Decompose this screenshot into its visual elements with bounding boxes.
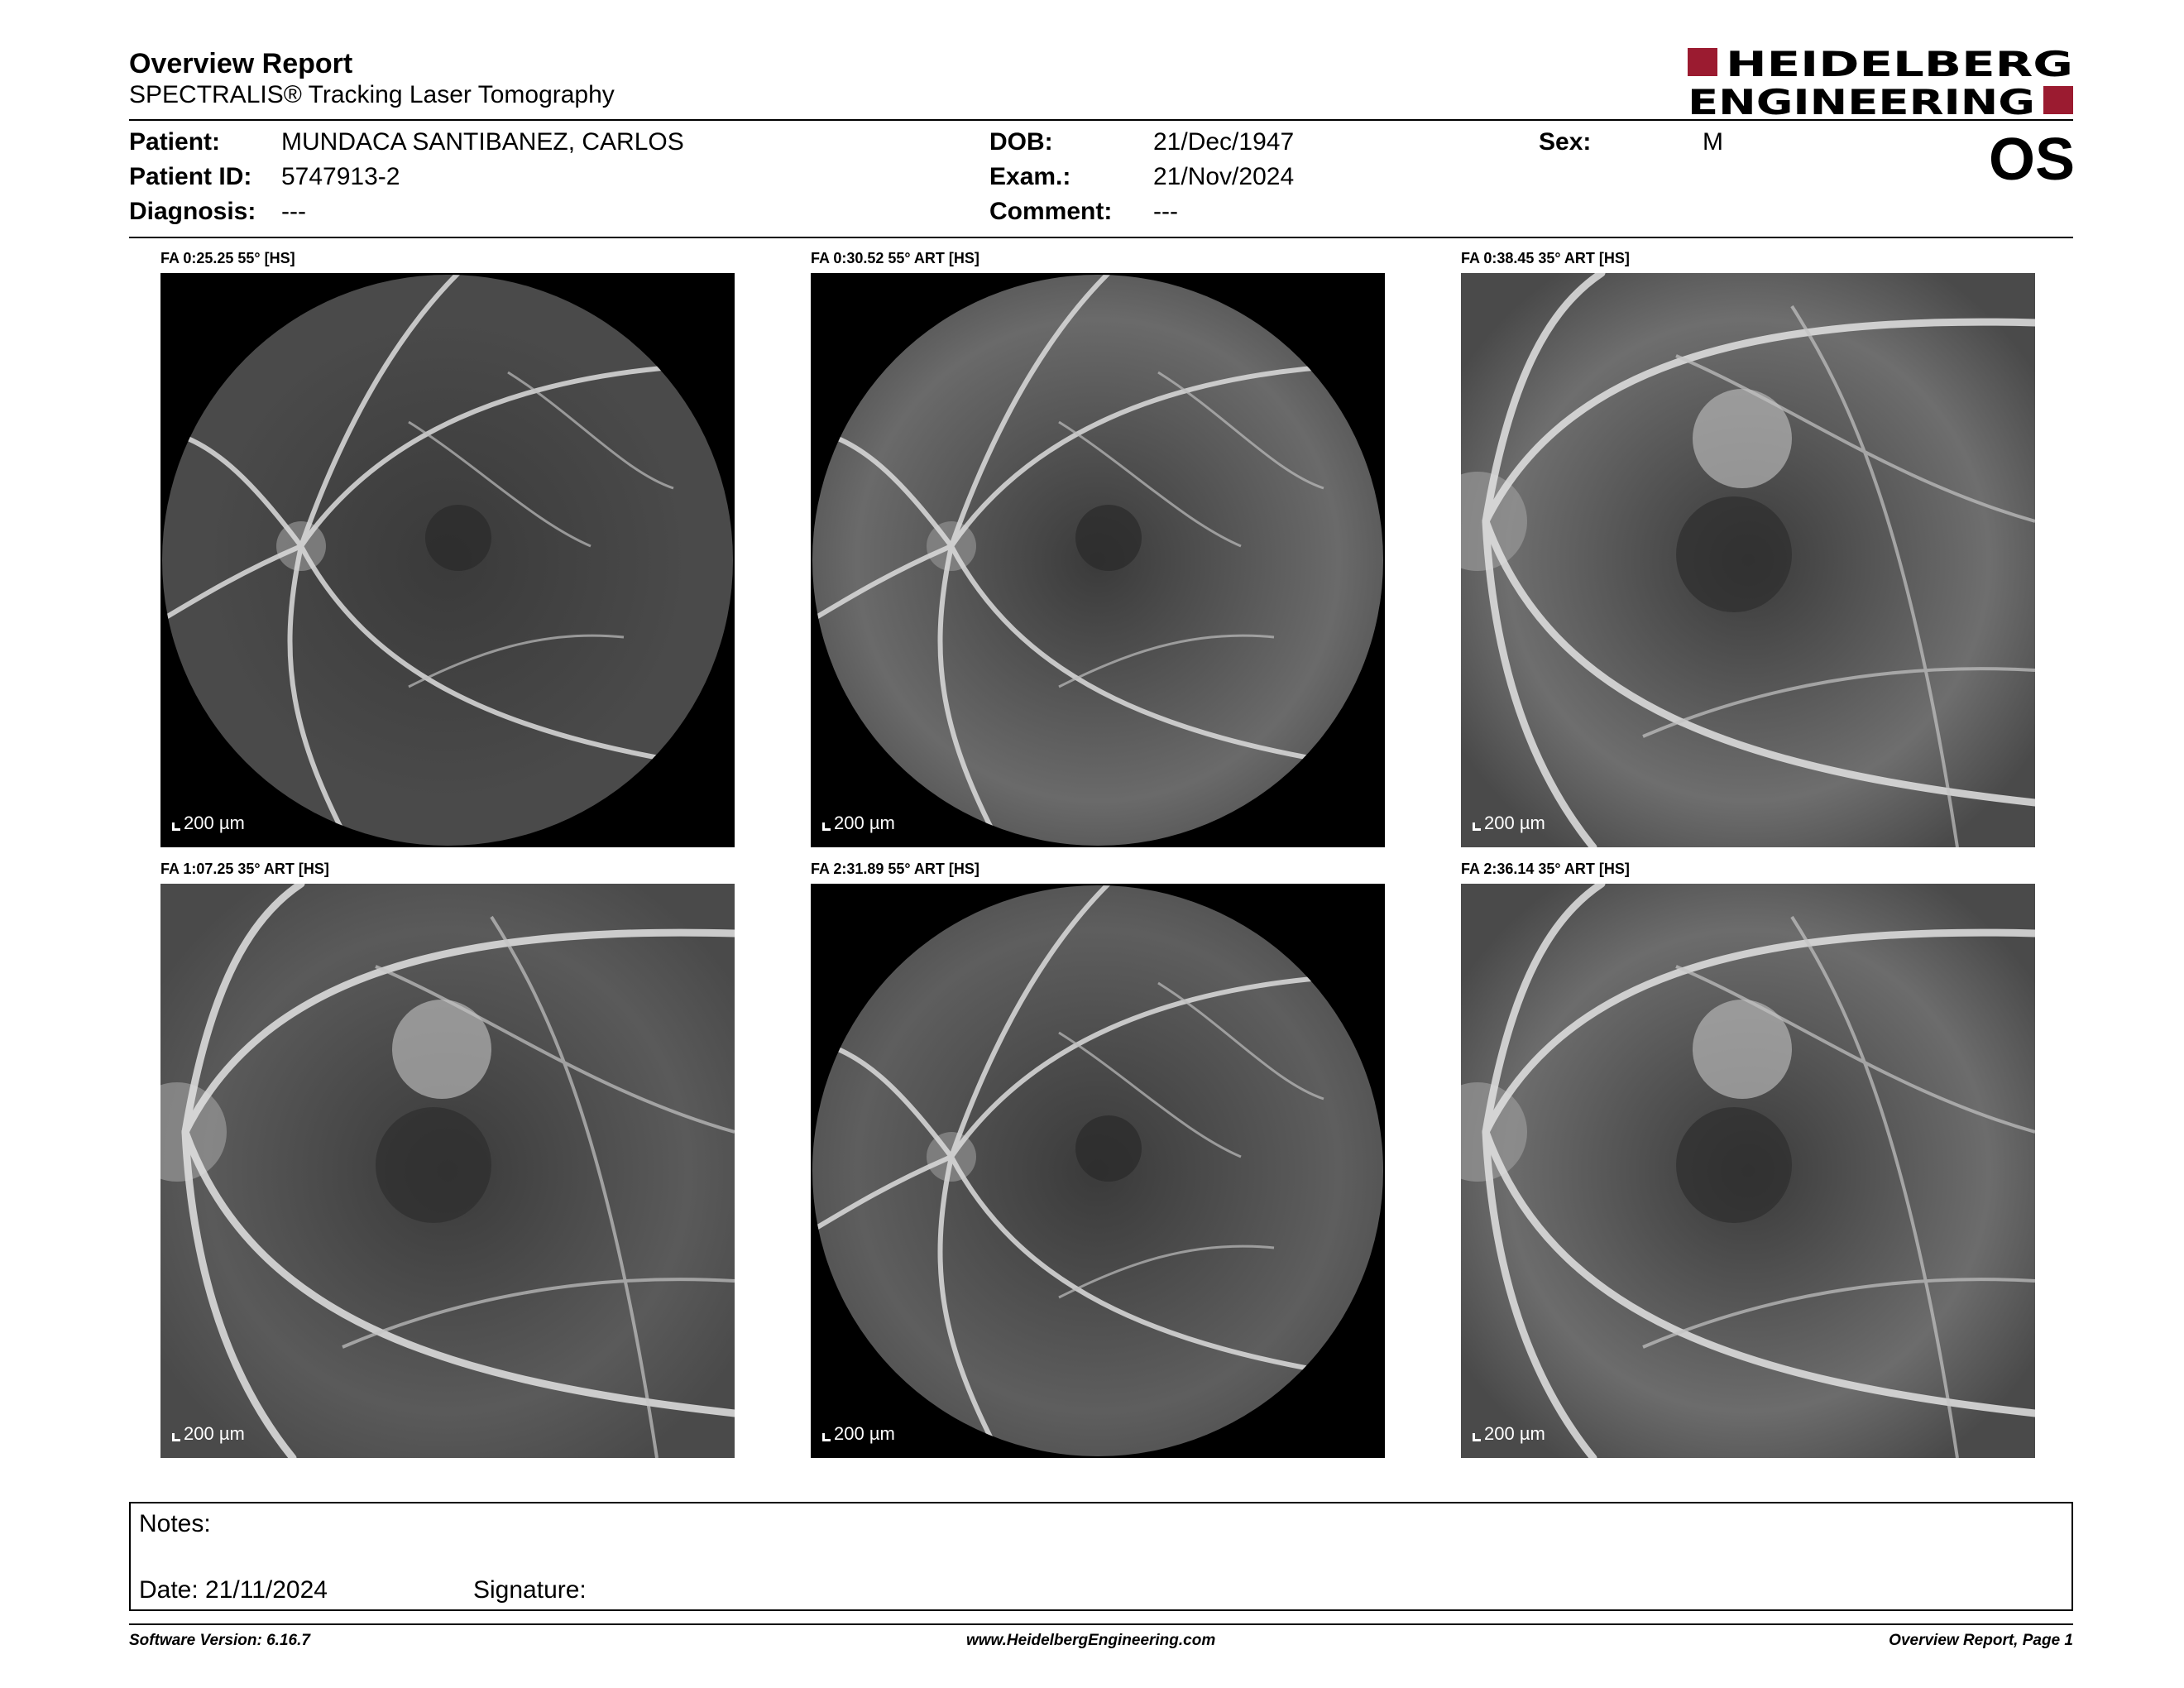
scale-bar — [172, 813, 245, 834]
patient-rule — [129, 237, 2073, 238]
fundus-image[interactable] — [1461, 884, 2035, 1458]
scale-bar-label: 200 µm — [1484, 1423, 1545, 1444]
comment-value: --- — [1153, 198, 1178, 225]
fundus-image[interactable] — [1461, 273, 2035, 847]
logo-line2: ENGINEERING — [1688, 82, 2035, 119]
image-label: FA 2:31.89 55° ART [HS] — [811, 861, 979, 877]
date-field: Date: 21/11/2024 — [139, 1576, 328, 1604]
scale-bar-icon — [172, 1433, 180, 1441]
scale-bar — [1473, 813, 1545, 834]
comment-label: Comment: — [989, 198, 1113, 225]
patient-id-label: Patient ID: — [129, 163, 252, 190]
fundus-image[interactable] — [160, 273, 735, 847]
fundus-image[interactable] — [811, 884, 1385, 1458]
eye-indicator: OS — [1988, 127, 2075, 193]
logo-line1: HEIDELBERG — [1726, 45, 2073, 84]
notes-label: Notes: — [139, 1510, 211, 1537]
scale-bar-label: 200 µm — [834, 1423, 895, 1444]
scale-bar-label: 200 µm — [834, 813, 895, 833]
sex-label: Sex: — [1539, 128, 1592, 156]
scale-bar-icon — [1473, 822, 1481, 831]
patient-label: Patient: — [129, 128, 221, 156]
notes-box — [129, 1502, 2073, 1611]
scale-bar-label: 200 µm — [184, 813, 245, 833]
signature-field: Signature: — [473, 1576, 587, 1604]
scale-bar-icon — [172, 822, 180, 831]
report-title: Overview Report — [129, 48, 353, 79]
image-label: FA 0:30.52 55° ART [HS] — [811, 250, 979, 266]
image-label: FA 0:38.45 35° ART [HS] — [1461, 250, 1630, 266]
footer-rule — [129, 1623, 2073, 1625]
patient-id: 5747913-2 — [281, 163, 400, 190]
dob-value: 21/Dec/1947 — [1153, 128, 1295, 156]
scale-bar — [822, 1423, 895, 1445]
scale-bar — [1473, 1423, 1545, 1445]
exam-label: Exam.: — [989, 163, 1071, 190]
scale-bar-label: 200 µm — [1484, 813, 1545, 833]
scale-bar-icon — [822, 822, 831, 831]
scale-bar — [172, 1423, 245, 1445]
diagnosis-label: Diagnosis: — [129, 198, 256, 225]
image-label: FA 1:07.25 35° ART [HS] — [160, 861, 329, 877]
fundus-image[interactable] — [811, 273, 1385, 847]
fundus-image[interactable] — [160, 884, 735, 1458]
dob-label: DOB: — [989, 128, 1053, 156]
image-label: FA 2:36.14 35° ART [HS] — [1461, 861, 1630, 877]
scale-bar-icon — [822, 1433, 831, 1441]
report-subtitle: SPECTRALIS® Tracking Laser Tomography — [129, 81, 615, 108]
scale-bar — [822, 813, 895, 834]
image-label: FA 0:25.25 55° [HS] — [160, 250, 295, 266]
scale-bar-icon — [1473, 1433, 1481, 1441]
scale-bar-label: 200 µm — [184, 1423, 245, 1444]
patient-name: MUNDACA SANTIBANEZ, CARLOS — [281, 128, 684, 156]
header-rule — [129, 119, 2073, 121]
website-link[interactable]: www.HeidelbergEngineering.com — [966, 1632, 1216, 1649]
exam-value: 21/Nov/2024 — [1153, 163, 1295, 190]
diagnosis-value: --- — [281, 198, 306, 225]
software-version: Software Version: 6.16.7 — [129, 1632, 310, 1649]
heidelberg-logo — [1688, 45, 2075, 119]
sex-value: M — [1703, 128, 1723, 156]
page-number: Overview Report, Page 1 — [1889, 1632, 2073, 1649]
